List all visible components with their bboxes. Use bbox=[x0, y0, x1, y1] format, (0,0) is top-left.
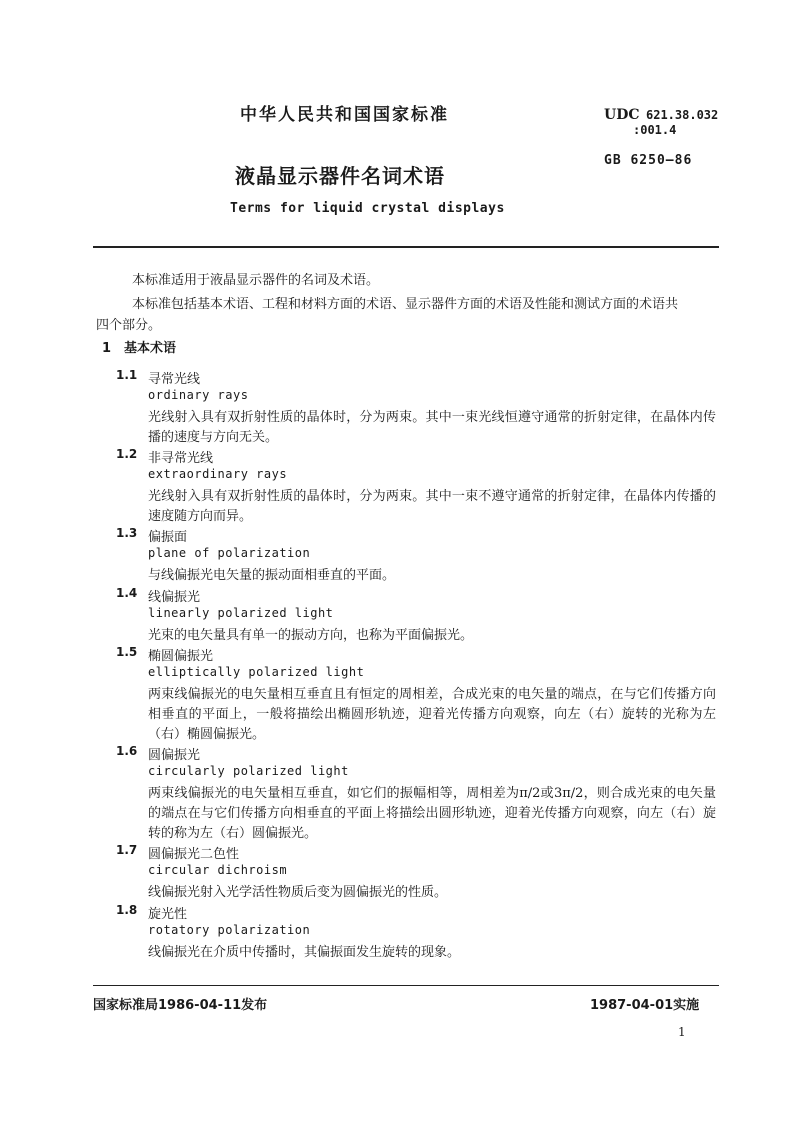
udc-code-line1: 621.38.032 bbox=[646, 108, 719, 122]
term-chinese: 圆偏振光 bbox=[148, 748, 201, 763]
document-title-zh: 液晶显示器件名词术语 bbox=[235, 164, 445, 188]
term-number: 1.1 bbox=[116, 368, 138, 382]
udc-label: UDC bbox=[604, 107, 640, 123]
section-heading bbox=[102, 337, 176, 356]
term-number: 1.6 bbox=[116, 744, 138, 758]
standard-name: 中华人民共和国国家标准 bbox=[240, 105, 449, 125]
term-number: 1.7 bbox=[116, 843, 138, 857]
udc-code-line2: :001.4 bbox=[633, 123, 677, 137]
term-chinese: 非寻常光线 bbox=[148, 451, 214, 466]
term-english: circularly polarized light bbox=[148, 764, 349, 778]
term-english: rotatory polarization bbox=[148, 923, 311, 937]
term-number: 1.2 bbox=[116, 447, 138, 461]
term-number: 1.5 bbox=[116, 645, 138, 659]
effective-date: 1987-04-01实施 bbox=[590, 998, 700, 1013]
term-chinese: 椭圆偏振光 bbox=[148, 649, 214, 664]
intro-line-3: 四个部分。 bbox=[96, 318, 162, 333]
term-definition: 两束线偏振光的电矢量相互垂直且有恒定的周相差，合成光束的电矢量的端点，在与它们传播方向相垂直的平面上，一般将描绘出椭圆形轨迹，迎着光传播方向观察，向左（右）旋转的光称为左（右）椭圆偏振光。 bbox=[148, 687, 716, 742]
term-definition: 与线偏振光电矢量的振动面相垂直的平面。 bbox=[148, 568, 396, 583]
document-title-en: Terms for liquid crystal displays bbox=[230, 201, 505, 216]
issue-date: 国家标准局1986-04-11发布 bbox=[93, 998, 268, 1013]
term-english: plane of polarization bbox=[148, 546, 311, 560]
intro-line-2: 本标准包括基本术语、工程和材料方面的术语、显示器件方面的术语及性能和测试方面的术语共 bbox=[132, 297, 679, 312]
term-definition: 光束的电矢量具有单一的振动方向，也称为平面偏振光。 bbox=[148, 628, 474, 643]
term-english: extraordinary rays bbox=[148, 467, 288, 481]
gb-code: GB 6250—86 bbox=[604, 153, 693, 168]
term-chinese: 偏振面 bbox=[148, 530, 188, 545]
header-divider bbox=[93, 246, 719, 248]
term-chinese: 旋光性 bbox=[148, 907, 188, 922]
term-english: linearly polarized light bbox=[148, 606, 334, 620]
intro-line-1: 本标准适用于液晶显示器件的名词及术语。 bbox=[132, 273, 380, 288]
term-number: 1.3 bbox=[116, 526, 138, 540]
term-english: circular dichroism bbox=[148, 863, 288, 877]
term-number: 1.8 bbox=[116, 903, 138, 917]
term-definition: 光线射入具有双折射性质的晶体时，分为两束。其中一束不遵守通常的折射定律，在晶体内传播的速度随方向而异。 bbox=[148, 489, 716, 524]
term-definition: 线偏振光在介质中传播时，其偏振面发生旋转的现象。 bbox=[148, 945, 461, 960]
term-chinese: 圆偏振光二色性 bbox=[148, 847, 240, 862]
footer-divider bbox=[93, 985, 719, 986]
section-title: 基本术语 bbox=[124, 341, 177, 356]
page-number: 1 bbox=[678, 1025, 686, 1039]
term-chinese: 线偏振光 bbox=[148, 590, 201, 605]
term-definition: 两束线偏振光的电矢量相互垂直，如它们的振幅相等，周相差为π/2或3π/2，则合成光束的电矢量的端点在与它们传播方向相垂直的平面上将描绘出圆形轨迹，迎着光传播方向观察，向左（右）旋转的称为左（右）圆偏振光。 bbox=[148, 786, 716, 841]
term-definition: 线偏振光射入光学活性物质后变为圆偏振光的性质。 bbox=[148, 885, 448, 900]
term-chinese: 寻常光线 bbox=[148, 372, 201, 387]
term-number: 1.4 bbox=[116, 586, 138, 600]
section-number: 1 bbox=[102, 341, 112, 356]
term-english: ordinary rays bbox=[148, 388, 249, 402]
term-english: elliptically polarized light bbox=[148, 665, 365, 679]
term-definition: 光线射入具有双折射性质的晶体时，分为两束。其中一束光线恒遵守通常的折射定律，在晶体内传播的速度与方向无关。 bbox=[148, 410, 716, 445]
